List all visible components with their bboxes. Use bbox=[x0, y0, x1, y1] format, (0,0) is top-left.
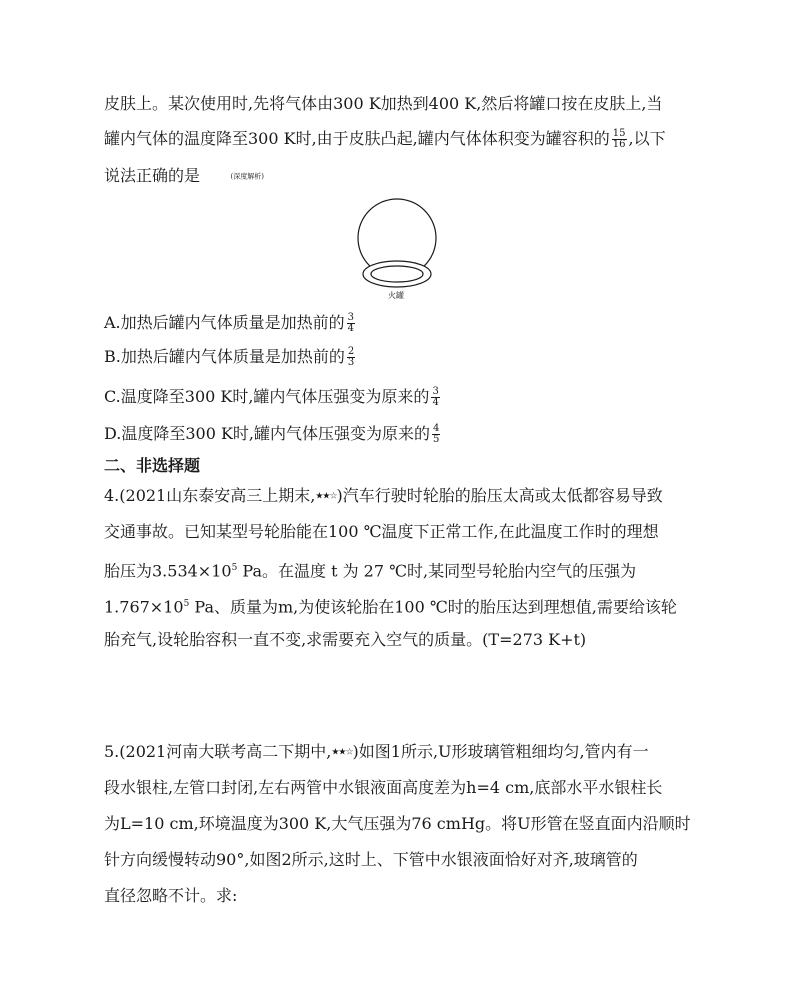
fraction: $\frac{3}{4}$ bbox=[432, 386, 439, 408]
q4-line-2: 交通事故。已知某型号轮胎能在100 ℃温度下正常工作,在此温度工作时的理想 bbox=[104, 522, 659, 541]
q3-line-2 bbox=[104, 129, 666, 150]
q4-line-5: 胎充气,设轮胎容积一直不变,求需要充入空气的质量。(T=273 K+t) bbox=[104, 630, 587, 649]
fraction: $\frac{3}{4}$ bbox=[347, 312, 355, 334]
q5-line-5: 直径忽略不计。求: bbox=[104, 886, 238, 905]
difficulty-stars-icon: ★★☆ bbox=[331, 747, 353, 758]
q5-line-3: 为L=10 cm,环境温度为300 K,大气压强为76 cmHg。将U形管在竖直面内沿顺时 bbox=[104, 814, 691, 833]
section-title: 二、非选择题 bbox=[104, 456, 201, 475]
q3-line-1 bbox=[104, 94, 662, 114]
q3-line-3 bbox=[104, 166, 264, 187]
difficulty-stars-icon: ★★☆ bbox=[315, 491, 337, 502]
q3-text: 皮肤上。某次使用时,先将气体由300 K加热到400 K,然后将罐口按在皮肤上,当 bbox=[104, 94, 663, 113]
fraction: $\frac{2}{3}$ bbox=[347, 346, 355, 368]
q3-text: 说法正确的是 bbox=[104, 166, 201, 185]
fraction: $\frac{15}{16}$ bbox=[612, 128, 626, 150]
deep-analysis-tag: (深度解析) bbox=[230, 172, 264, 181]
option-b: B.加热后罐内气体质量是加热前的 $\frac{2}{3}$ bbox=[104, 346, 355, 368]
fraction: $\frac{4}{5}$ bbox=[433, 423, 440, 445]
option-a: A.加热后罐内气体质量是加热前的 $\frac{3}{4}$ bbox=[104, 312, 355, 334]
q3-text: 罐内气体的温度降至300 K时,由于皮肤凸起,罐内气体体积变为罐容积的 bbox=[104, 129, 610, 148]
q5-line-1: 5.(2021河南大联考高二下期中,★★☆)如图1所示,U形玻璃管粗细均匀,管内有一 bbox=[104, 742, 649, 761]
figure-caption: 火罐 bbox=[388, 291, 404, 300]
option-d: D.温度降至300 K时,罐内气体压强变为原来的 $\frac{4}{5}$ bbox=[104, 423, 440, 445]
q5-line-4: 针方向缓慢转动90°,如图2所示,这时上、下管中水银液面恰好对齐,玻璃管的 bbox=[104, 850, 638, 869]
q4-line-3: 胎压为$3.534\times 10^5$ Pa。在温度 t 为 27 ℃时,某同型号轮胎内空气的压强为 bbox=[104, 561, 637, 581]
option-c: C.温度降至300 K时,罐内气体压强变为原来的 $\frac{3}{4}$ bbox=[104, 386, 439, 408]
q5-line-2: 段水银柱,左管口封闭,左右两管中水银液面高度差为h=4 cm,底部水平水银柱长 bbox=[104, 778, 663, 797]
q4-line-4: $1.767\times 10^5$ Pa、质量为m,为使该轮胎在100 ℃时的胎压达到理想值,需要给该轮 bbox=[104, 597, 677, 617]
q4-line-1: 4.(2021山东泰安高三上期末,★★☆)汽车行驶时轮胎的胎压太高或太低都容易导致 bbox=[104, 486, 663, 505]
q3-text: ,以下 bbox=[628, 129, 666, 148]
